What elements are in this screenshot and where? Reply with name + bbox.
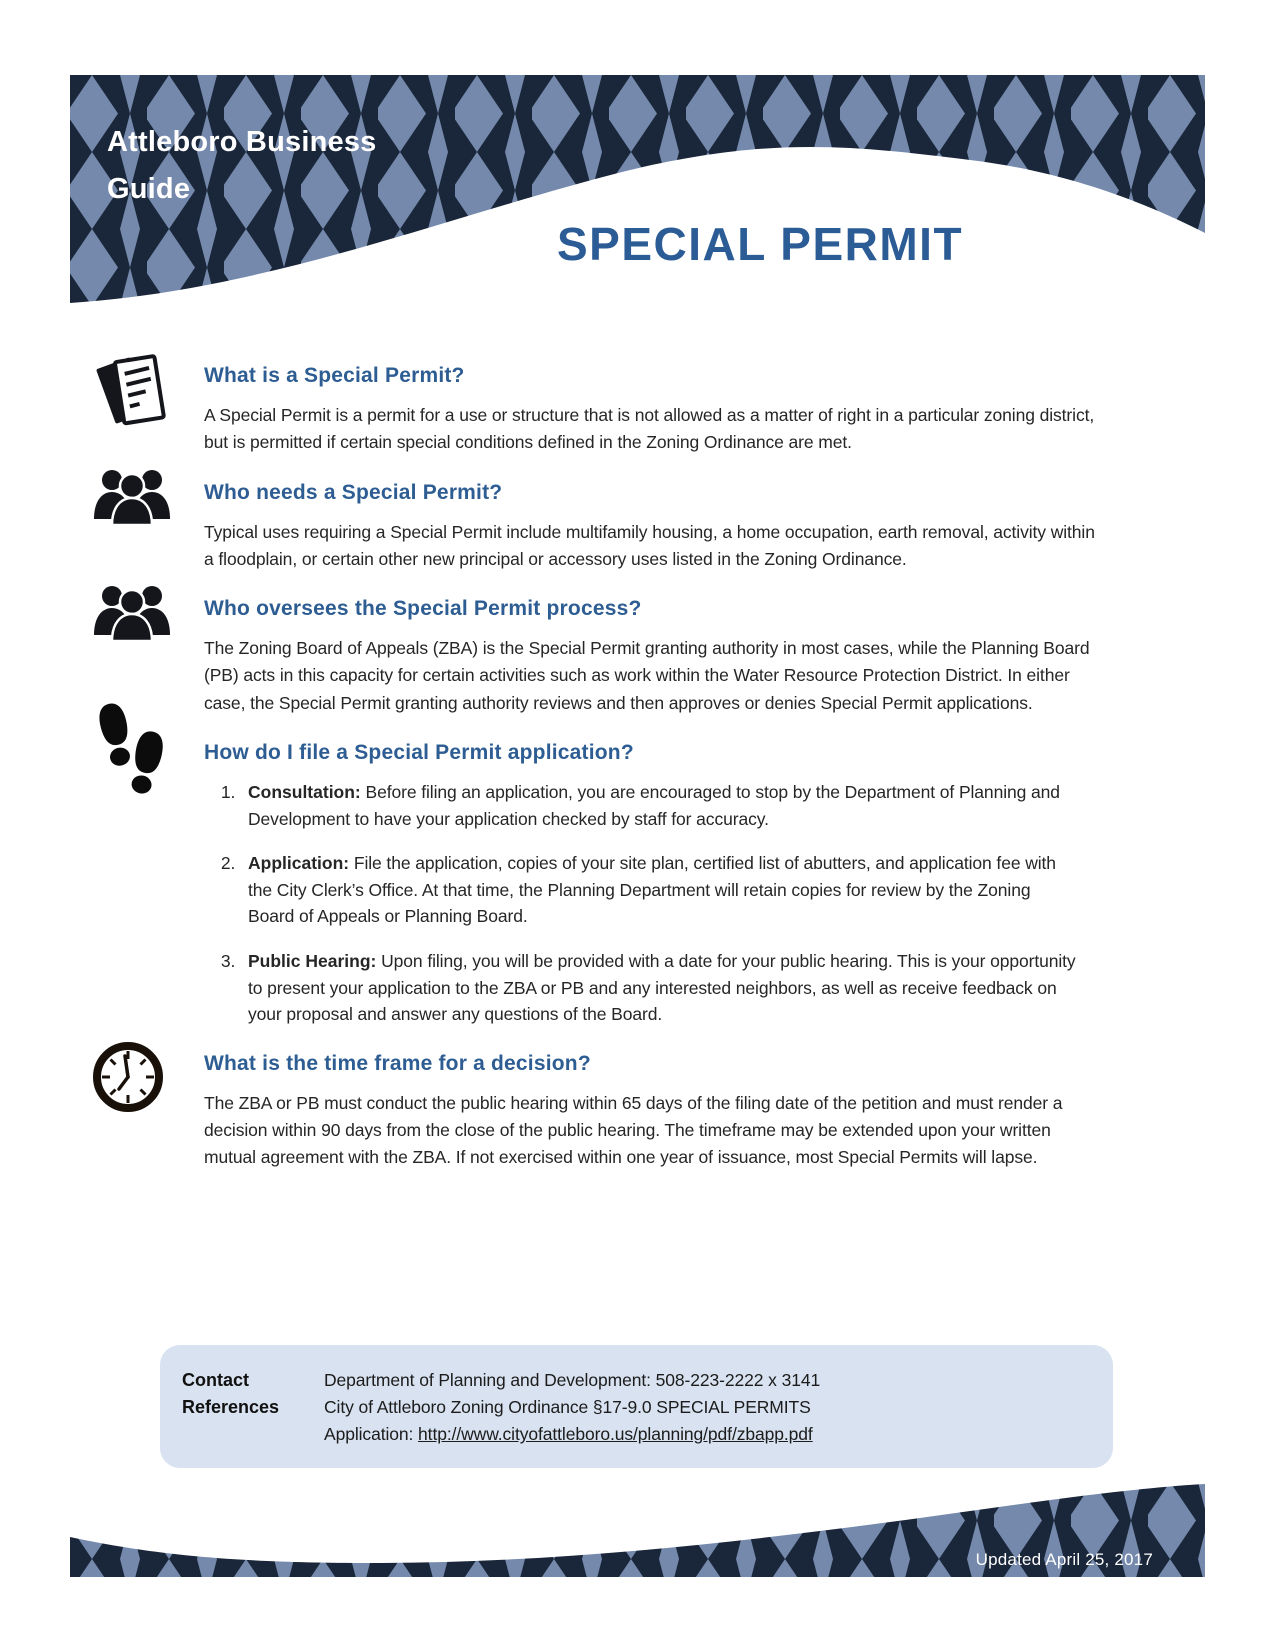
section-heading: Who needs a Special Permit? <box>204 480 503 504</box>
brand-title <box>107 119 376 213</box>
section-what-is <box>204 364 1109 457</box>
section-heading: What is a Special Permit? <box>204 364 465 387</box>
main-content <box>204 358 1109 1196</box>
contact-label-line1: Contact <box>182 1370 249 1390</box>
section-time-frame <box>204 1052 1109 1172</box>
footprints-icon <box>88 697 172 793</box>
section-body: The ZBA or PB must conduct the public hearing within 65 days of the filing date of the petition and must render a decision within 90 days from the close of the public hearing. The timeframe may be extended upon your written mutual agreement with the ZBA. If not exercised within one year of issuance, most Special Permits will lapse. <box>204 1092 1063 1168</box>
contact-references-label <box>182 1367 324 1448</box>
step-consultation <box>240 779 1080 832</box>
people-icon <box>90 465 174 561</box>
filing-steps-list <box>240 779 1080 1028</box>
step-text: File the application, copies of your site plan, certified list of abutters, and application fee with the City Clerk’s Office. At that time, the Planning Department will retain copies for review by the Zoning Board of Appeals or Planning Board. <box>248 853 1056 927</box>
brand-line1: Attleboro Business <box>107 126 377 158</box>
application-prefix: Application: <box>324 1424 419 1445</box>
step-text: Upon filing, you will be provided with a date for your public hearing. This is your opportunity to present your application to the ZBA or PB and any interested neighbors, as well as receive feedback on your proposal and answer any questions of the Board. <box>248 951 1076 1025</box>
section-heading: What is the time frame for a decision? <box>204 1051 591 1075</box>
step-text: Before filing an application, you are encouraged to stop by the Department of Planning and Development to have your application checked by staff for accuracy. <box>248 782 1060 829</box>
step-public-hearing <box>240 948 1080 1028</box>
step-application <box>240 850 1080 930</box>
section-how-to-file <box>204 741 1109 1028</box>
contact-ordinance-line: City of Attleboro Zoning Ordinance §17-9.0 SPECIAL PERMITS <box>324 1397 811 1418</box>
header-band <box>70 75 1205 320</box>
step-label: Application: <box>248 853 350 874</box>
contact-details <box>324 1367 820 1448</box>
footer-band <box>70 1482 1205 1577</box>
contact-label-line2: References <box>182 1397 280 1417</box>
step-label: Public Hearing: <box>248 951 377 972</box>
brand-line2: Guide <box>107 172 191 205</box>
page-title: SPECIAL PERMIT <box>556 218 964 270</box>
section-body: Typical uses requiring a Special Permit include multifamily housing, a home occupation, earth removal, activity within a floodplain, or certain other new principal or accessory uses listed in the Zoning Ordinance. <box>204 521 1095 569</box>
documents-icon <box>90 346 174 442</box>
section-heading: Who oversees the Special Permit process? <box>204 597 642 621</box>
application-link[interactable]: http://www.cityofattleboro.us/planning/pdf/zbapp.pdf <box>418 1424 813 1445</box>
updated-date: Updated April 25, 2017 <box>975 1550 1153 1569</box>
contact-references-box <box>160 1345 1113 1468</box>
clock-icon <box>90 1038 174 1134</box>
people-icon <box>90 581 174 677</box>
section-heading: How do I file a Special Permit application? <box>204 741 634 765</box>
contact-phone-line: Department of Planning and Development: 508-223-2222 x 3141 <box>324 1370 821 1390</box>
section-who-oversees <box>204 597 1109 717</box>
step-label: Consultation: <box>248 782 361 803</box>
contact-application-line <box>324 1421 820 1448</box>
section-who-needs <box>204 481 1109 574</box>
section-body: The Zoning Board of Appeals (ZBA) is the Special Permit granting authority in most cases, while the Planning Board (PB) acts in this capacity for certain activities such as work within the Water Resource Protection District. In either case, the Special Permit granting authority reviews and then approves or denies Special Permit applications. <box>204 638 1090 713</box>
section-body: A Special Permit is a permit for a use or structure that is not allowed as a matter of right in a particular zoning district, but is permitted if certain special conditions defined in the Zoning Ordinance are met. <box>204 405 1095 453</box>
